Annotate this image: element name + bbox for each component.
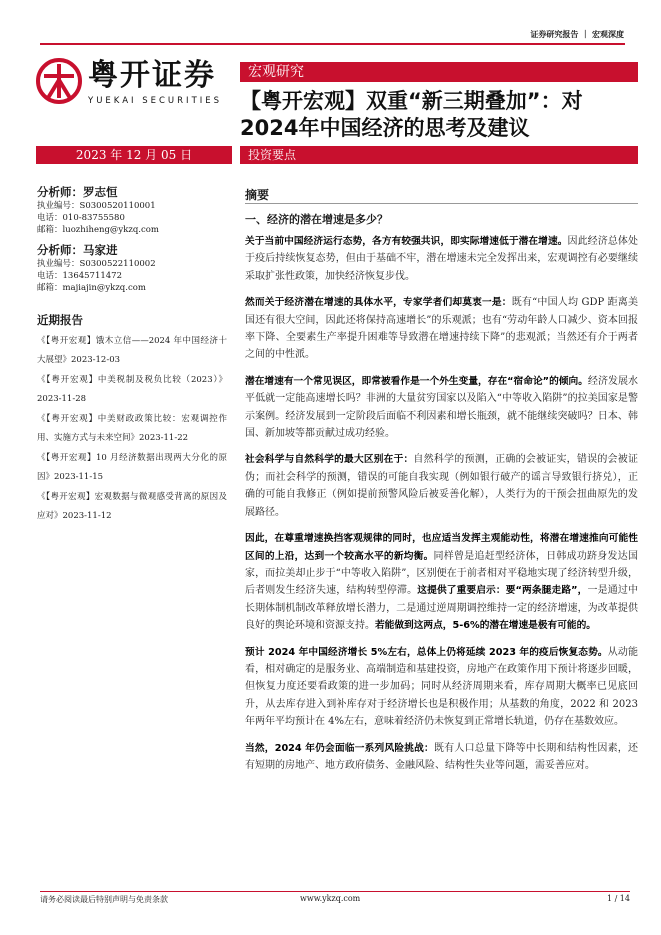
footer-disclaimer: 请务必阅读最后特别声明与免责条款 xyxy=(40,895,168,904)
analyst-block xyxy=(37,186,227,236)
recent-reports-title: 近期报告 xyxy=(37,313,83,327)
left-sidebar xyxy=(37,182,227,527)
recent-report-item[interactable]: 《【粤开宏观】饿木立信——2024 年中国经济十大展望》2023-12-03 xyxy=(37,336,227,365)
abstract-paragraph: 预计 2024 年中国经济增长 5%左右，总体上仍将延续 2023 年的疫后恢复态势。从动能看，相对确定的是服务业、高端制造和基建投资，房地产在政策作用下预计将逐步回暖，但恢复力度还要看政策的进一步加码；同时从经济周期来看，库存周期大概率已见底回升，从去库存进入到补库存对于经济增长也是积极作用；从基数的角度，2022 和 2023 年两年平均预计在 4%左右，意味着经济仍未恢复到正常增长轨道，仍存在基数效应。 xyxy=(245,646,639,728)
header-rule xyxy=(40,43,625,45)
analyst-phone: 电话：13645711472 xyxy=(37,271,122,281)
category-label: 宏观研究 xyxy=(248,64,304,80)
analyst-license: 执业编号：S0300522110002 xyxy=(37,259,156,269)
question-heading: 一、经济的潜在增速是多少？ xyxy=(245,213,388,226)
abstract-heading: 摘要 xyxy=(245,188,270,202)
recent-report-item[interactable]: 《【粤开宏观】宏观数据与微观感受背离的原因及应对》2023-11-12 xyxy=(37,492,227,521)
recent-report-item[interactable]: 《【粤开宏观】中美税制及税负比较（2023）》2023-11-28 xyxy=(37,375,227,404)
analyst-block xyxy=(37,244,227,294)
report-title: 【粤开宏观】双重“新三期叠加”：对2024年中国经济的思考及建议 xyxy=(240,89,583,140)
header-label: 证券研究报告 ｜ 宏观深度 xyxy=(530,30,624,39)
points-label: 投资要点 xyxy=(248,148,297,162)
abstract-paragraph: 因此，在尊重增速换挡客观规律的同时，也应适当发挥主观能动性，将潜在增速推向可能性区间的上沿，达到一个较高水平的新均衡。同样曾是追赶型经济体，日韩成功跻身发达国家，而拉美却止步于“中等收入陷阱”，区别便在于前者相对平稳地实现了经济转型升级，后者则发生经济失速，结构转型停滞。这提供了重要启示：要“两条腿走路”，一是通过中长期体制机制改革释放增长潜力，二是通过逆周期调控维持一定的经济增速，为改革提供良好的舆论环境和资源支持。若能做到这两点，5-6%的潜在增速是极有可能的。 xyxy=(245,533,639,632)
logo-text-en: YUEKAI SECURITIES xyxy=(88,96,223,106)
abstract-paragraph: 然而关于经济潜在增速的具体水平，专家学者们却莫衷一是：既有“中国人均 GDP 距离美国还有很大空间，因此还将保持高速增长”的乐观派；也有“劳动年龄人口减少、资本回报率下降、全要素生产率提升困难等导致潜在增速持续下降”的悲观派；当然还有介于两者之间的中性派。 xyxy=(245,297,638,361)
abstract-column xyxy=(245,186,638,783)
points-bar xyxy=(240,146,638,164)
analyst-email[interactable]: 邮箱：luozhiheng@ykzq.com xyxy=(37,225,159,235)
logo-text-cn: 粤开证券 xyxy=(88,58,216,93)
abstract-paragraph: 关于当前中国经济运行态势，各方有较强共识，即实际增速低于潜在增速。因此经济总体处于疫后持续恢复态势，但由于基础不牢，潜在增速未完全发挥出来，宏观调控有必要继续采取扩张性政策，加快经济恢复步伐。 xyxy=(245,236,639,282)
page-number: 1 / 14 xyxy=(606,894,630,903)
analyst-phone: 电话：010-83755580 xyxy=(37,213,125,223)
logo xyxy=(36,58,226,114)
report-date: 2023 年 12 月 05 日 xyxy=(75,148,193,162)
abstract-paragraph: 当然，2024 年仍会面临一系列风险挑战：既有人口总量下降等中长期和结构性因素，还有短期的房地产、地方政府债务、金融风险、结构性失业等问题，需妥善应对。 xyxy=(245,742,638,771)
analyst-license: 执业编号：S0300520110001 xyxy=(37,201,156,211)
recent-report-item[interactable]: 《【粤开宏观】中美财政政策比较：宏观调控作用、实施方式与未来空间》2023-11-22 xyxy=(37,414,227,443)
footer-website[interactable]: www.ykzq.com xyxy=(300,894,361,903)
analyst-email[interactable]: 邮箱：majiajin@ykzq.com xyxy=(37,283,146,293)
abstract-paragraph: 社会科学与自然科学的最大区别在于：自然科学的预测，正确的会被证实，错误的会被证伪；而社会科学的预测，错误的可能自我实现（例如银行破产的谣言导致银行挤兑），正确的可能自我修正（例如提前预警风险后被妥善化解），人类行为的干预会扭曲原先的发展路径。 xyxy=(245,454,638,518)
abstract-paragraph: 潜在增速有一个常见误区，即常被看作是一个外生变量，存在“宿命论”的倾向。经济发展水平低就一定能高速增长吗？非洲的大量贫穷国家以及陷入“中等收入陷阱”的拉美国家是警示案例。经济发展到一定阶段后面临不利因素和增长瓶颈，就不能继续突破吗？日本、韩国、新加坡等都贡献过成功经验。 xyxy=(245,375,639,440)
footer-rule xyxy=(40,891,630,892)
recent-report-item[interactable]: 《【粤开宏观】10 月经济数据出现两大分化的原因》2023-11-15 xyxy=(37,453,227,482)
analyst-name: 分析师：马家进 xyxy=(37,243,118,257)
logo-mark-icon xyxy=(36,58,82,104)
analyst-name: 分析师：罗志恒 xyxy=(37,185,118,199)
